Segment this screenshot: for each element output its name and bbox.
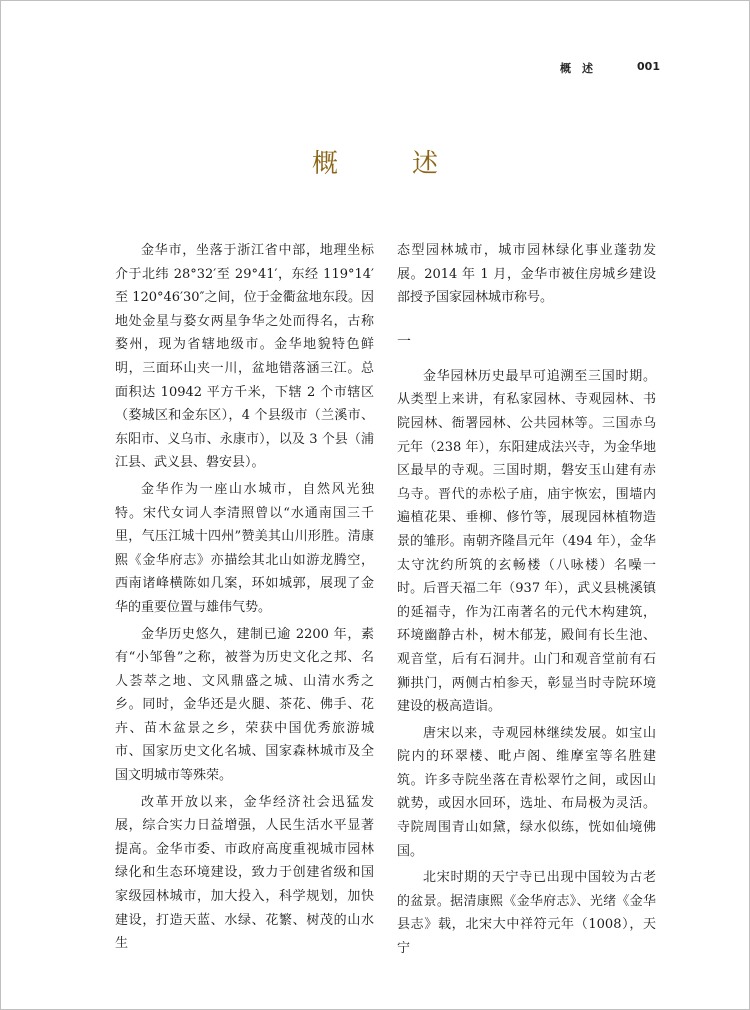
running-head: [560, 60, 660, 76]
page-number: 001: [637, 60, 660, 73]
paragraph: 唐宋以来，寺观园林继续发展。如宝山院内的环翠楼、毗卢阁、维摩室等名胜建筑。许多寺院坐落在青松翠竹之间，或因山就势，或因水回环，选址、布局极为灵活。寺院周围青山如黛，绿水似练，恍如仙境佛国。: [397, 725, 656, 859]
paragraph: 改革开放以来，金华经济社会迅猛发展，综合实力日益增强，人民生活水平显著提高。金华市委、市政府高度重视城市园林绿化和生态环境建设，致力于创建省级和国家级园林城市，加大投入，科学规划，加快建设，打造天蓝、水绿、花繁、树茂的山水生: [115, 794, 374, 952]
right-column: [397, 239, 656, 964]
running-head-section: 概 述: [560, 62, 593, 75]
paragraph: 金华园林历史最早可追溯至三国时期。从类型上来讲，有私家园林、寺观园林、书院园林、衙署园林、公共园林等。三国赤乌元年（238 年），东阳建成法兴寺，为金华地区最早的寺观。三国时期，磐安玉山建有赤乌寺。晋代的赤松子庙，庙宇恢宏，围墙内遍植花果、垂柳、修竹等，展现园林植物造景的雏形。南朝齐隆昌元年（494 年），金华太守沈约所筑的玄畅楼（八咏楼）名噪一时。后晋天福二年（937 年），武义县桃溪镇的延福寺，作为江南著名的元代木构建筑，环境幽静古朴，树木郁茏，殿间有长生池、观音堂，后有石洞井。山门和观音堂前有石狮拱门，两侧古柏参天，彰显当时寺院环境建设的极高造诣。: [397, 368, 656, 715]
chapter-title: 概 述: [311, 149, 462, 179]
paragraph: 金华历史悠久，建制已逾 2200 年，素有“小邹鲁”之称，被誉为历史文化之邦、名人荟萃之地、文风鼎盛之城、山清水秀之乡。同时，金华还是火腿、茶花、佛手、花卉、苗木盆景之乡，荣获中国优秀旅游城市、国家历史文化名城、国家森林城市及全国文明城市等殊荣。: [115, 626, 374, 784]
continued-paragraph: 态型园林城市，城市园林绿化事业蓬勃发展。2014 年 1 月，金华市被住房城乡建设部授予国家园林城市称号。: [397, 243, 656, 306]
section-heading: 一: [397, 333, 411, 350]
paragraph: 北宋时期的天宁寺已出现中国较为古老的盆景。据清康熙《金华府志》、光绪《金华县志》载，北宋大中祥符元年（1008），天宁: [397, 870, 656, 957]
paragraph: 金华作为一座山水城市，自然风光独特。宋代女词人李清照曾以“水通南国三千里，气压江城十四州”赞美其山川形胜。清康熙《金华府志》亦描绘其北山如游龙腾空，西南诸峰横陈如几案，环如城郭，展现了金华的重要位置与雄伟气势。: [115, 481, 374, 615]
left-column: [115, 239, 374, 959]
paragraph: 金华市，坐落于浙江省中部，地理坐标介于北纬 28°32′至 29°41′，东经 119°14′至 120°46′30″之间，位于金衢盆地东段。因地处金星与婺女两星争华之处而得名，古称婺州，现为省辖地级市。金华地貌特色鲜明，三面环山夹一川，盆地错落涵三江。总面积达 10942 平方千米，下辖 2 个市辖区（婺城区和金东区），4 个县级市（兰溪市、东阳市、义乌市、永康市），以及 3 个县（浦江县、武义县、磐安县）。: [115, 243, 374, 471]
